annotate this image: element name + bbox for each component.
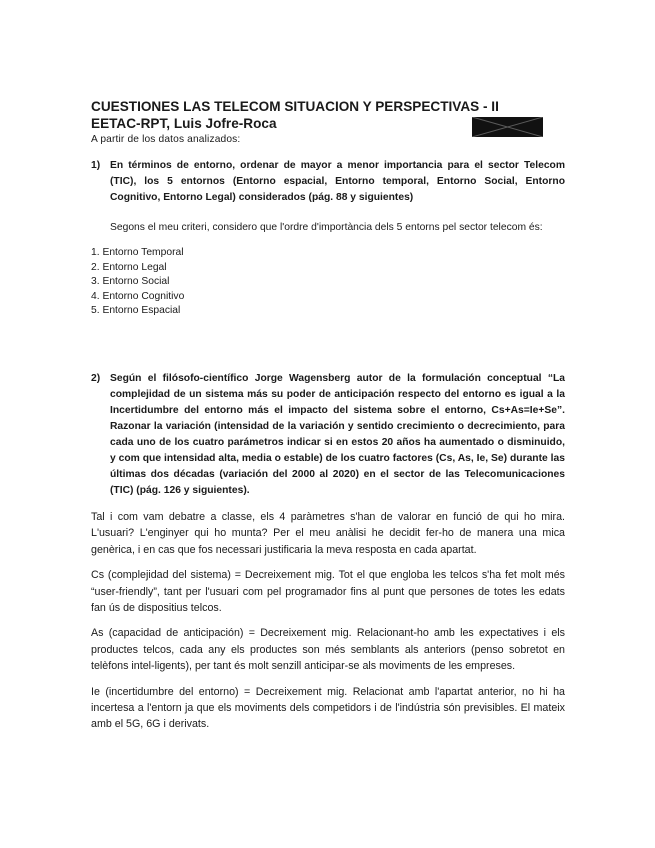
answer-paragraph-intro: Tal i com vam debatre a classe, els 4 paràmetres s'han de valorar en funció de qui ho mira. L'usuari? L'enginyer qui ho munta? Per el meu anàlisi he decidit fer-ho de manera una mica genèrica, i en cas que fos necessari justificaria la meva resposta en cada apartat. (91, 510, 565, 556)
question-2 (91, 371, 565, 499)
document-body (91, 98, 565, 733)
document-intro: A partir de los datos analizados: (91, 134, 241, 145)
answer-paragraph-cs: Cs (complejidad del sistema) = Decreixement mig. Tot el que engloba les telcos s'ha fet molt més “user-friendly”, tant per l'usuari com pel programador fins al punt que persones de totes les edats fan ús de dispositius telcos. (91, 569, 565, 614)
question-1-text: En términos de entorno, ordenar de mayor a menor importancia para el sector Telecom (TIC), los 5 entornos (Entorno espacial, Entorno temporal, Entorno Social, Entorno Cognitivo, Entorno Legal) considerados (pág. 88 y siguientes) (110, 160, 565, 203)
question-1-answer-intro: Segons el meu criteri, considero que l'ordre d'importància dels 5 entorns pel sector telecom és: (110, 222, 543, 233)
ranking-item: 4. Entorno Cognitivo (91, 290, 185, 302)
ranking-item: 3. Entorno Social (91, 276, 170, 288)
question-2-number: 2) (91, 372, 101, 384)
document-author: EETAC-RPT, Luis Jofre-Roca (91, 116, 277, 131)
question-1-number: 1) (91, 160, 101, 171)
answer-paragraph-as: As (capacidad de anticipación) = Decreixement mig. Relacionant-ho amb les expectatives i els productes telcos, cada any els productes son més semblants als anteriors (penso sobretot en telèfons intel-ligents), per tant és molt senzill anticipar-se als moviments de les empreses. (91, 627, 565, 673)
document-title: CUESTIONES LAS TELECOM SITUACION Y PERSPECTIVAS - II (91, 99, 499, 114)
ranking-item: 5. Entorno Espacial (91, 305, 181, 317)
question-2-text: Según el filósofo-científico Jorge Wagensberg autor de la formulación conceptual “La complejidad de un sistema más su poder de anticipación respecto del entorno es igual a la Incertidumbre del entorno más el impacto del sistema sobre el entorno, Cs+As=Ie+Se”. Razonar la variación (intensidad de la variación y sentido crecimiento o decrecimiento, para cada uno de los cuatro parámetros indicar si en estos 20 años ha aumentado o disminuido, y com que intensidad alta, media o estable) de los cuatro factores (Cs, As, Ie, Se) durante las últimas dos décadas (variación del 2000 al 2020) en el sector de las Telecomunicaciones (TIC) (pág. 126 y siguientes). (110, 372, 565, 496)
ranking-list (91, 246, 565, 319)
ranking-item: 2. Entorno Legal (91, 261, 167, 273)
answer-paragraph-ie: Ie (incertidumbre del entorno) = Decreixement mig. Relacionat amb l'apartat anterior, no hi ha incertesa a l'entorn ja que els moviments dels competidors i de l'indústria són previsibles. El mateix amb el 5G, 6G i derivats. (91, 685, 565, 731)
ranking-item: 1. Entorno Temporal (91, 247, 184, 258)
question-1 (91, 158, 565, 206)
